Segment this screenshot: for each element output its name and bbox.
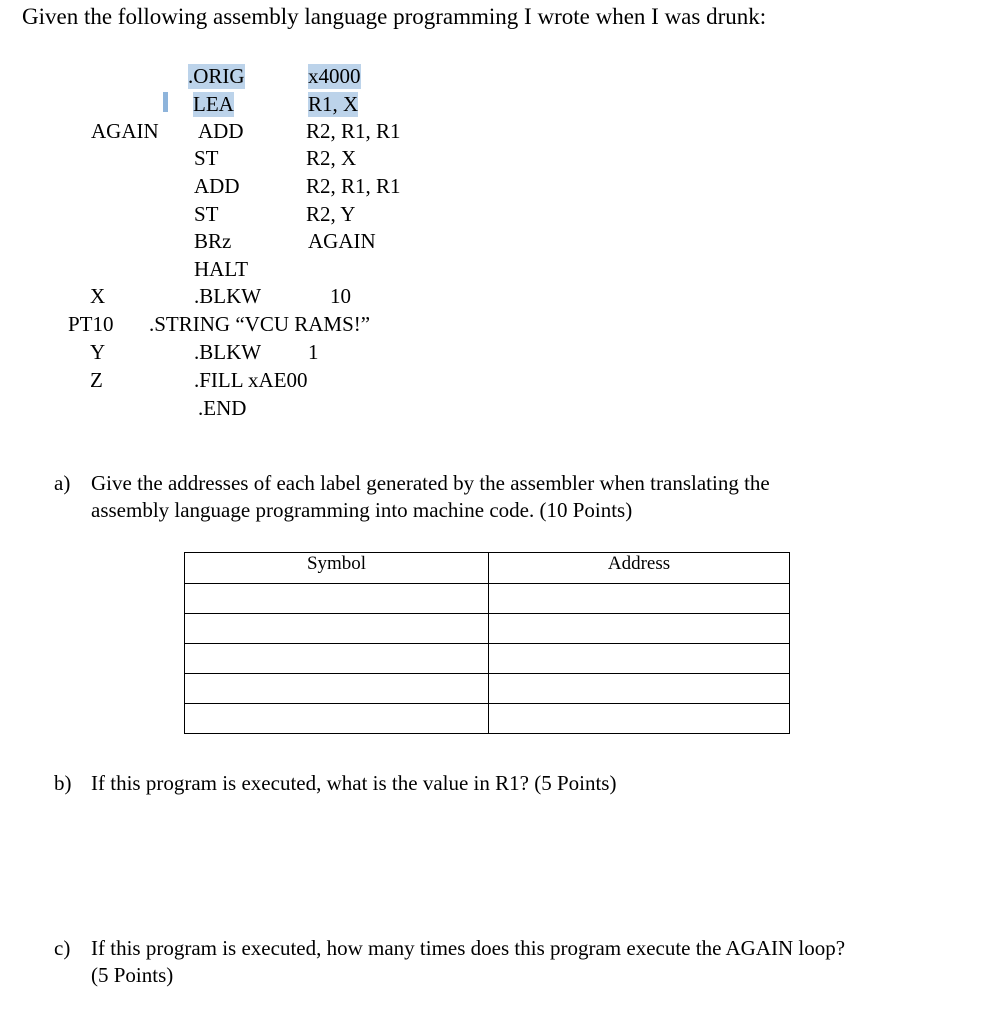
address-cell: [489, 584, 790, 614]
address-column-header: Address: [489, 553, 790, 584]
code-op: ADD: [198, 119, 244, 143]
address-cell: [489, 614, 790, 644]
intro-text: Given the following assembly language programming I wrote when I was drunk:: [22, 4, 767, 29]
code-args: R2, R1, R1: [306, 119, 401, 143]
symbol-cell: [185, 584, 489, 614]
table-header-row: [185, 553, 790, 584]
table-row: [185, 644, 790, 674]
question-c-text: If this program is executed, how many times does this program execute the AGAIN loop?: [91, 936, 846, 960]
address-cell: [489, 704, 790, 734]
code-args: R2, X: [306, 146, 357, 170]
code-args: R2, R1, R1: [306, 174, 401, 198]
table-row: [185, 584, 790, 614]
code-op: ST: [194, 146, 219, 170]
symbol-cell: [185, 704, 489, 734]
code-args: 10: [330, 284, 351, 308]
code-label: PT10: [68, 312, 114, 336]
code-args: 1: [308, 340, 319, 364]
question-c-text-2: (5 Points): [91, 963, 174, 987]
question-c: [54, 935, 974, 989]
question-b-text: If this program is executed, what is the value in R1? (5 Points): [91, 771, 617, 795]
code-op: ADD: [194, 174, 240, 198]
question-b-label: b): [54, 771, 72, 795]
code-args: R1, X: [308, 92, 359, 116]
code-op: .END: [198, 396, 247, 420]
code-args: x4000: [308, 64, 361, 88]
question-a-label: a): [54, 471, 71, 495]
symbol-cell: [185, 644, 489, 674]
table-row: [185, 674, 790, 704]
symbol-cell: [185, 614, 489, 644]
code-op: HALT: [194, 257, 249, 281]
symbol-cell: [185, 674, 489, 704]
table-row: [185, 704, 790, 734]
code-op: .BLKW: [194, 340, 262, 364]
question-b: [54, 770, 954, 797]
code-op: ST: [194, 202, 219, 226]
symbol-table: [184, 552, 790, 734]
table-row: [185, 614, 790, 644]
code-label: Z: [90, 368, 103, 392]
code-op: .ORIG: [188, 64, 245, 88]
code-op: LEA: [193, 92, 234, 116]
address-cell: [489, 644, 790, 674]
code-op: .BLKW: [194, 284, 262, 308]
text-cursor: [163, 92, 168, 112]
question-a-text-2: assembly language programming into machine code. (10 Points): [91, 498, 633, 522]
symbol-column-header: Symbol: [185, 553, 489, 584]
code-op: .STRING “VCU RAMS!”: [149, 312, 371, 336]
question-a-text: Give the addresses of each label generated by the assembler when translating the: [91, 471, 770, 495]
code-args: R2, Y: [306, 202, 356, 226]
address-cell: [489, 674, 790, 704]
question-a: [54, 470, 954, 524]
code-args: AGAIN: [308, 229, 376, 253]
question-c-label: c): [54, 936, 71, 960]
code-label: X: [90, 284, 106, 308]
code-label: AGAIN: [91, 119, 159, 143]
code-op: .FILL xAE00: [194, 368, 308, 392]
code-op: BRz: [194, 229, 232, 253]
code-label: Y: [90, 340, 106, 364]
